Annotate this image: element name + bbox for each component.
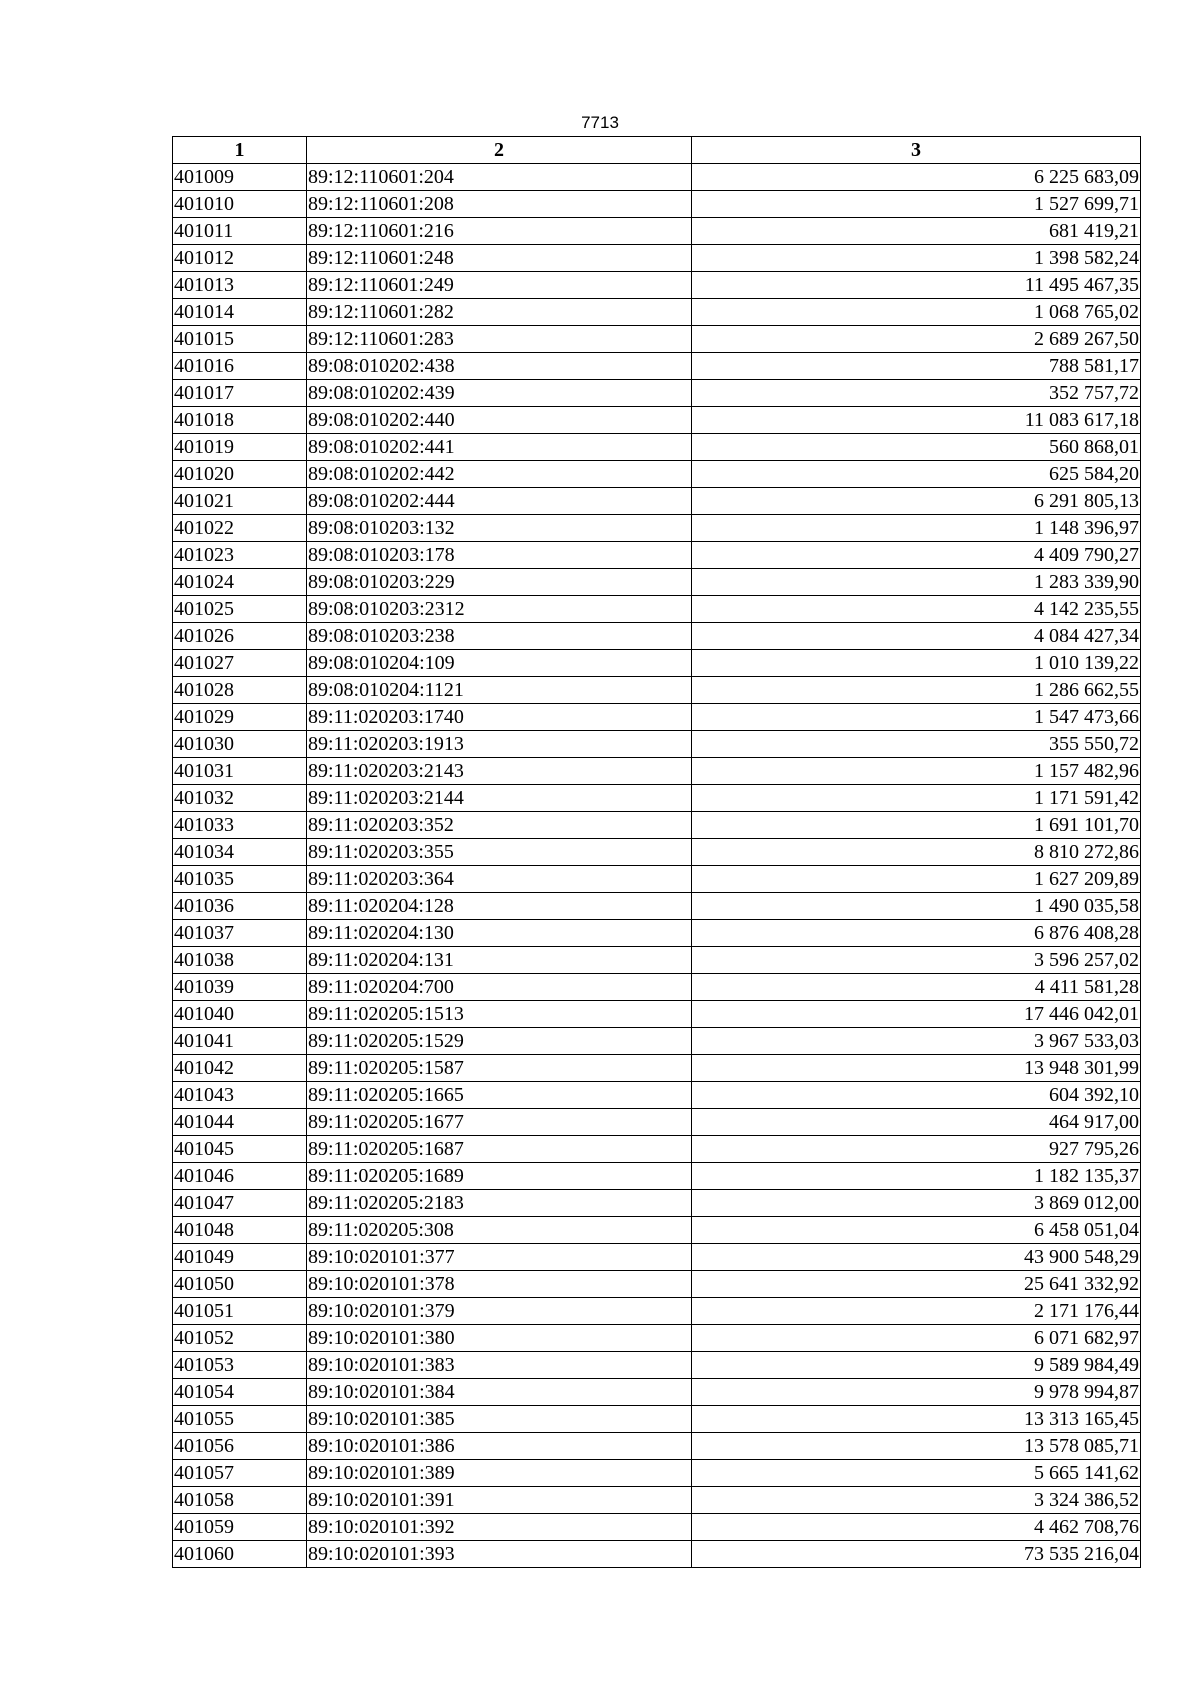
row-id-cell: 401014 bbox=[173, 299, 307, 326]
value-cell: 3 869 012,00 bbox=[692, 1190, 1141, 1217]
table-row bbox=[173, 1082, 1141, 1109]
table-row bbox=[173, 1541, 1141, 1568]
cadastral-number-cell: 89:10:020101:379 bbox=[307, 1298, 692, 1325]
value-cell: 681 419,21 bbox=[692, 218, 1141, 245]
value-cell: 464 917,00 bbox=[692, 1109, 1141, 1136]
cadastral-number-cell: 89:10:020101:393 bbox=[307, 1541, 692, 1568]
cadastral-number-cell: 89:11:020205:1513 bbox=[307, 1001, 692, 1028]
row-id-cell: 401028 bbox=[173, 677, 307, 704]
table-row bbox=[173, 1325, 1141, 1352]
row-id-cell: 401057 bbox=[173, 1460, 307, 1487]
row-id-cell: 401015 bbox=[173, 326, 307, 353]
cadastral-number-cell: 89:11:020203:355 bbox=[307, 839, 692, 866]
cadastral-number-cell: 89:12:110601:216 bbox=[307, 218, 692, 245]
value-cell: 3 596 257,02 bbox=[692, 947, 1141, 974]
cadastral-number-cell: 89:10:020101:380 bbox=[307, 1325, 692, 1352]
value-cell: 43 900 548,29 bbox=[692, 1244, 1141, 1271]
cadastral-number-cell: 89:11:020204:130 bbox=[307, 920, 692, 947]
table-row bbox=[173, 1055, 1141, 1082]
table-row bbox=[173, 677, 1141, 704]
cadastral-number-cell: 89:11:020203:1740 bbox=[307, 704, 692, 731]
cadastral-number-cell: 89:11:020205:1587 bbox=[307, 1055, 692, 1082]
row-id-cell: 401059 bbox=[173, 1514, 307, 1541]
table-row bbox=[173, 299, 1141, 326]
cadastral-number-cell: 89:08:010202:444 bbox=[307, 488, 692, 515]
cadastral-number-cell: 89:10:020101:383 bbox=[307, 1352, 692, 1379]
cadastral-number-cell: 89:12:110601:283 bbox=[307, 326, 692, 353]
table-header bbox=[173, 137, 1141, 164]
cadastral-number-cell: 89:11:020205:1687 bbox=[307, 1136, 692, 1163]
cadastral-number-cell: 89:08:010202:438 bbox=[307, 353, 692, 380]
row-id-cell: 401013 bbox=[173, 272, 307, 299]
row-id-cell: 401036 bbox=[173, 893, 307, 920]
value-cell: 604 392,10 bbox=[692, 1082, 1141, 1109]
table-row bbox=[173, 1460, 1141, 1487]
cadastral-number-cell: 89:08:010203:178 bbox=[307, 542, 692, 569]
row-id-cell: 401017 bbox=[173, 380, 307, 407]
row-id-cell: 401023 bbox=[173, 542, 307, 569]
row-id-cell: 401038 bbox=[173, 947, 307, 974]
cadastral-number-cell: 89:10:020101:384 bbox=[307, 1379, 692, 1406]
value-cell: 6 225 683,09 bbox=[692, 164, 1141, 191]
row-id-cell: 401016 bbox=[173, 353, 307, 380]
value-cell: 1 171 591,42 bbox=[692, 785, 1141, 812]
table-row bbox=[173, 164, 1141, 191]
table-row bbox=[173, 434, 1141, 461]
table-row bbox=[173, 245, 1141, 272]
table-row bbox=[173, 866, 1141, 893]
table-row bbox=[173, 1298, 1141, 1325]
table-row bbox=[173, 488, 1141, 515]
cadastral-number-cell: 89:11:020204:131 bbox=[307, 947, 692, 974]
value-cell: 927 795,26 bbox=[692, 1136, 1141, 1163]
cadastral-number-cell: 89:08:010202:440 bbox=[307, 407, 692, 434]
value-cell: 1 547 473,66 bbox=[692, 704, 1141, 731]
table-row bbox=[173, 1379, 1141, 1406]
row-id-cell: 401022 bbox=[173, 515, 307, 542]
table-row bbox=[173, 515, 1141, 542]
table-row bbox=[173, 650, 1141, 677]
value-cell: 8 810 272,86 bbox=[692, 839, 1141, 866]
table-row bbox=[173, 785, 1141, 812]
table-row bbox=[173, 839, 1141, 866]
cadastral-number-cell: 89:11:020203:2143 bbox=[307, 758, 692, 785]
cadastral-number-cell: 89:11:020204:128 bbox=[307, 893, 692, 920]
table-row bbox=[173, 731, 1141, 758]
row-id-cell: 401035 bbox=[173, 866, 307, 893]
table-row bbox=[173, 1244, 1141, 1271]
value-cell: 9 589 984,49 bbox=[692, 1352, 1141, 1379]
value-cell: 1 398 582,24 bbox=[692, 245, 1141, 272]
column-header-1: 1 bbox=[173, 137, 307, 164]
table-row bbox=[173, 542, 1141, 569]
table-row bbox=[173, 812, 1141, 839]
table-row bbox=[173, 1406, 1141, 1433]
row-id-cell: 401009 bbox=[173, 164, 307, 191]
value-cell: 6 071 682,97 bbox=[692, 1325, 1141, 1352]
cadastral-number-cell: 89:10:020101:386 bbox=[307, 1433, 692, 1460]
row-id-cell: 401030 bbox=[173, 731, 307, 758]
row-id-cell: 401055 bbox=[173, 1406, 307, 1433]
value-cell: 1 283 339,90 bbox=[692, 569, 1141, 596]
cadastral-number-cell: 89:11:020205:2183 bbox=[307, 1190, 692, 1217]
table-row bbox=[173, 1109, 1141, 1136]
cadastral-number-cell: 89:11:020205:1529 bbox=[307, 1028, 692, 1055]
value-cell: 11 495 467,35 bbox=[692, 272, 1141, 299]
row-id-cell: 401058 bbox=[173, 1487, 307, 1514]
cadastral-number-cell: 89:12:110601:248 bbox=[307, 245, 692, 272]
row-id-cell: 401052 bbox=[173, 1325, 307, 1352]
row-id-cell: 401043 bbox=[173, 1082, 307, 1109]
table-row bbox=[173, 218, 1141, 245]
column-header-3: 3 bbox=[692, 137, 1141, 164]
table-row bbox=[173, 326, 1141, 353]
table-row bbox=[173, 1136, 1141, 1163]
value-cell: 13 948 301,99 bbox=[692, 1055, 1141, 1082]
table-row bbox=[173, 920, 1141, 947]
value-cell: 4 411 581,28 bbox=[692, 974, 1141, 1001]
cadastral-number-cell: 89:11:020205:308 bbox=[307, 1217, 692, 1244]
column-header-2: 2 bbox=[307, 137, 692, 164]
table-row bbox=[173, 893, 1141, 920]
row-id-cell: 401019 bbox=[173, 434, 307, 461]
value-cell: 560 868,01 bbox=[692, 434, 1141, 461]
row-id-cell: 401049 bbox=[173, 1244, 307, 1271]
row-id-cell: 401051 bbox=[173, 1298, 307, 1325]
cadastral-number-cell: 89:11:020205:1665 bbox=[307, 1082, 692, 1109]
value-cell: 3 967 533,03 bbox=[692, 1028, 1141, 1055]
row-id-cell: 401046 bbox=[173, 1163, 307, 1190]
value-cell: 5 665 141,62 bbox=[692, 1460, 1141, 1487]
table-row bbox=[173, 1271, 1141, 1298]
table-row bbox=[173, 1163, 1141, 1190]
row-id-cell: 401024 bbox=[173, 569, 307, 596]
value-cell: 13 313 165,45 bbox=[692, 1406, 1141, 1433]
table-row bbox=[173, 191, 1141, 218]
table-body bbox=[173, 164, 1141, 1568]
page-number: 7713 bbox=[581, 113, 619, 132]
table-row bbox=[173, 1514, 1141, 1541]
value-cell: 788 581,17 bbox=[692, 353, 1141, 380]
row-id-cell: 401042 bbox=[173, 1055, 307, 1082]
row-id-cell: 401054 bbox=[173, 1379, 307, 1406]
value-cell: 4 142 235,55 bbox=[692, 596, 1141, 623]
row-id-cell: 401053 bbox=[173, 1352, 307, 1379]
table-row bbox=[173, 596, 1141, 623]
value-cell: 355 550,72 bbox=[692, 731, 1141, 758]
table-row bbox=[173, 947, 1141, 974]
value-cell: 1 527 699,71 bbox=[692, 191, 1141, 218]
value-cell: 1 157 482,96 bbox=[692, 758, 1141, 785]
value-cell: 1 010 139,22 bbox=[692, 650, 1141, 677]
value-cell: 1 148 396,97 bbox=[692, 515, 1141, 542]
row-id-cell: 401045 bbox=[173, 1136, 307, 1163]
row-id-cell: 401027 bbox=[173, 650, 307, 677]
table-row bbox=[173, 1001, 1141, 1028]
table-row bbox=[173, 380, 1141, 407]
row-id-cell: 401041 bbox=[173, 1028, 307, 1055]
value-cell: 4 462 708,76 bbox=[692, 1514, 1141, 1541]
row-id-cell: 401025 bbox=[173, 596, 307, 623]
cadastral-number-cell: 89:08:010203:238 bbox=[307, 623, 692, 650]
row-id-cell: 401026 bbox=[173, 623, 307, 650]
cadastral-number-cell: 89:12:110601:282 bbox=[307, 299, 692, 326]
row-id-cell: 401039 bbox=[173, 974, 307, 1001]
value-cell: 4 409 790,27 bbox=[692, 542, 1141, 569]
row-id-cell: 401010 bbox=[173, 191, 307, 218]
cadastral-number-cell: 89:12:110601:249 bbox=[307, 272, 692, 299]
table-row bbox=[173, 353, 1141, 380]
row-id-cell: 401031 bbox=[173, 758, 307, 785]
value-cell: 3 324 386,52 bbox=[692, 1487, 1141, 1514]
value-cell: 13 578 085,71 bbox=[692, 1433, 1141, 1460]
row-id-cell: 401047 bbox=[173, 1190, 307, 1217]
value-cell: 2 689 267,50 bbox=[692, 326, 1141, 353]
row-id-cell: 401060 bbox=[173, 1541, 307, 1568]
value-cell: 1 286 662,55 bbox=[692, 677, 1141, 704]
cadastral-number-cell: 89:11:020205:1689 bbox=[307, 1163, 692, 1190]
cadastral-number-cell: 89:08:010204:1121 bbox=[307, 677, 692, 704]
value-cell: 1 627 209,89 bbox=[692, 866, 1141, 893]
cadastral-number-cell: 89:11:020203:1913 bbox=[307, 731, 692, 758]
cadastral-number-cell: 89:08:010202:441 bbox=[307, 434, 692, 461]
cadastral-number-cell: 89:08:010203:229 bbox=[307, 569, 692, 596]
cadastral-number-cell: 89:10:020101:377 bbox=[307, 1244, 692, 1271]
row-id-cell: 401034 bbox=[173, 839, 307, 866]
table-row bbox=[173, 974, 1141, 1001]
table-row bbox=[173, 1487, 1141, 1514]
data-table bbox=[172, 136, 1141, 1568]
value-cell: 625 584,20 bbox=[692, 461, 1141, 488]
row-id-cell: 401018 bbox=[173, 407, 307, 434]
row-id-cell: 401029 bbox=[173, 704, 307, 731]
row-id-cell: 401011 bbox=[173, 218, 307, 245]
cadastral-number-cell: 89:08:010202:442 bbox=[307, 461, 692, 488]
value-cell: 1 691 101,70 bbox=[692, 812, 1141, 839]
value-cell: 1 490 035,58 bbox=[692, 893, 1141, 920]
header-row bbox=[173, 137, 1141, 164]
value-cell: 11 083 617,18 bbox=[692, 407, 1141, 434]
row-id-cell: 401044 bbox=[173, 1109, 307, 1136]
value-cell: 73 535 216,04 bbox=[692, 1541, 1141, 1568]
value-cell: 2 171 176,44 bbox=[692, 1298, 1141, 1325]
cadastral-number-cell: 89:11:020205:1677 bbox=[307, 1109, 692, 1136]
cadastral-number-cell: 89:08:010204:109 bbox=[307, 650, 692, 677]
table-row bbox=[173, 1028, 1141, 1055]
row-id-cell: 401037 bbox=[173, 920, 307, 947]
table-row bbox=[173, 1352, 1141, 1379]
value-cell: 17 446 042,01 bbox=[692, 1001, 1141, 1028]
value-cell: 1 182 135,37 bbox=[692, 1163, 1141, 1190]
table-row bbox=[173, 1217, 1141, 1244]
table-row bbox=[173, 272, 1141, 299]
value-cell: 9 978 994,87 bbox=[692, 1379, 1141, 1406]
row-id-cell: 401050 bbox=[173, 1271, 307, 1298]
row-id-cell: 401056 bbox=[173, 1433, 307, 1460]
table-row bbox=[173, 407, 1141, 434]
row-id-cell: 401012 bbox=[173, 245, 307, 272]
cadastral-number-cell: 89:08:010203:132 bbox=[307, 515, 692, 542]
row-id-cell: 401020 bbox=[173, 461, 307, 488]
table-row bbox=[173, 704, 1141, 731]
value-cell: 6 458 051,04 bbox=[692, 1217, 1141, 1244]
table-row bbox=[173, 1190, 1141, 1217]
cadastral-number-cell: 89:10:020101:392 bbox=[307, 1514, 692, 1541]
table-row bbox=[173, 623, 1141, 650]
cadastral-number-cell: 89:11:020203:352 bbox=[307, 812, 692, 839]
value-cell: 6 876 408,28 bbox=[692, 920, 1141, 947]
row-id-cell: 401021 bbox=[173, 488, 307, 515]
value-cell: 4 084 427,34 bbox=[692, 623, 1141, 650]
cadastral-number-cell: 89:10:020101:391 bbox=[307, 1487, 692, 1514]
cadastral-number-cell: 89:11:020204:700 bbox=[307, 974, 692, 1001]
row-id-cell: 401032 bbox=[173, 785, 307, 812]
cadastral-number-cell: 89:11:020203:2144 bbox=[307, 785, 692, 812]
row-id-cell: 401040 bbox=[173, 1001, 307, 1028]
cadastral-number-cell: 89:10:020101:389 bbox=[307, 1460, 692, 1487]
cadastral-number-cell: 89:08:010202:439 bbox=[307, 380, 692, 407]
row-id-cell: 401033 bbox=[173, 812, 307, 839]
value-cell: 1 068 765,02 bbox=[692, 299, 1141, 326]
value-cell: 25 641 332,92 bbox=[692, 1271, 1141, 1298]
cadastral-number-cell: 89:12:110601:208 bbox=[307, 191, 692, 218]
table-row bbox=[173, 461, 1141, 488]
row-id-cell: 401048 bbox=[173, 1217, 307, 1244]
value-cell: 352 757,72 bbox=[692, 380, 1141, 407]
cadastral-number-cell: 89:11:020203:364 bbox=[307, 866, 692, 893]
cadastral-number-cell: 89:12:110601:204 bbox=[307, 164, 692, 191]
table-row bbox=[173, 758, 1141, 785]
cadastral-number-cell: 89:10:020101:385 bbox=[307, 1406, 692, 1433]
table-row bbox=[173, 1433, 1141, 1460]
cadastral-number-cell: 89:10:020101:378 bbox=[307, 1271, 692, 1298]
value-cell: 6 291 805,13 bbox=[692, 488, 1141, 515]
table-row bbox=[173, 569, 1141, 596]
cadastral-number-cell: 89:08:010203:2312 bbox=[307, 596, 692, 623]
